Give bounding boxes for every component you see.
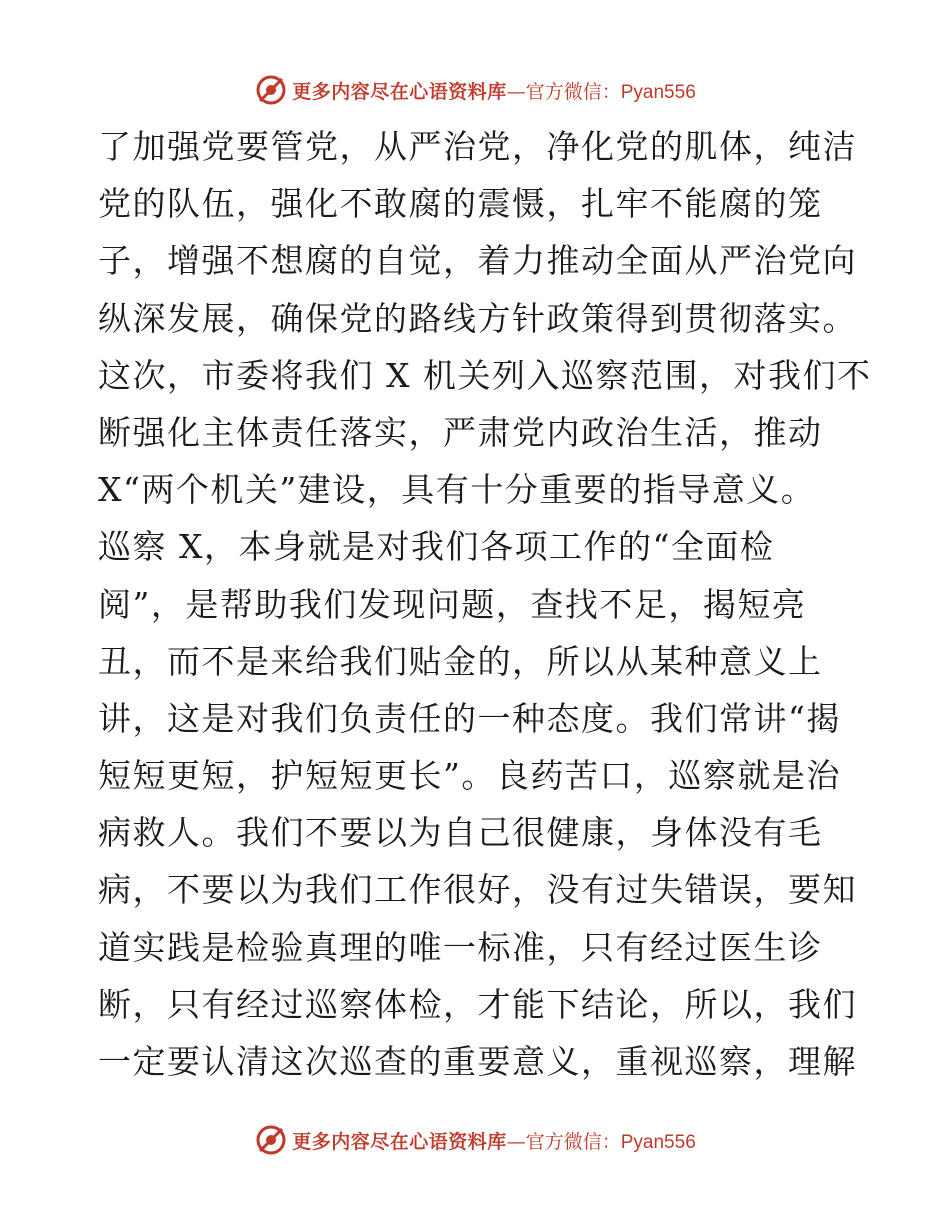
body-line: 病救人。我们不要以为自己很健康，身体没有毛 xyxy=(98,813,823,853)
footer-banner-separator: — xyxy=(506,1130,526,1153)
body-line: 讲，这是对我们负责任的一种态度。我们常讲“揭 xyxy=(98,698,841,738)
header-banner-main: 更多内容尽在心语资料库 xyxy=(292,80,507,103)
footer-banner-wechat-label: 官方微信： xyxy=(525,1130,621,1153)
body-line: 纵深发展，确保党的路线方针政策得到贯彻落实。 xyxy=(98,298,857,338)
body-line: 阅”，是帮助我们发现问题，查找不足，揭短亮 xyxy=(98,584,807,624)
header-watermark xyxy=(0,70,950,110)
header-banner-separator: — xyxy=(506,80,526,103)
footer-banner-main: 更多内容尽在心语资料库 xyxy=(292,1130,507,1153)
body-line: 了加强党要管党，从严治党，净化党的肌体，纯洁 xyxy=(98,127,857,166)
body-line: 断强化主体责任落实，严肃党内政治生活，推动 xyxy=(98,412,823,452)
body-line: 短短更短，护短短更长”。良药苦口，巡察就是治 xyxy=(98,756,841,796)
body-line: X“两个机关”建设，具有十分重要的指导意义。 xyxy=(98,470,816,510)
footer-watermark xyxy=(0,1120,950,1160)
body-line: 丑，而不是来给我们贴金的，所以从某种意义上 xyxy=(98,641,823,681)
document-body xyxy=(98,118,872,1108)
header-banner-wechat-label: 官方微信： xyxy=(525,80,621,103)
body-line: 子，增强不想腐的自觉，着力推动全面从严治党向 xyxy=(98,241,857,281)
body-line: 病，不要以为我们工作很好，没有过失错误，要知 xyxy=(98,870,857,910)
body-line: 这次，市委将我们 X 机关列入巡察范围，对我们不 xyxy=(98,355,872,395)
logo-icon xyxy=(254,1123,288,1157)
body-line: 断，只有经过巡察体检，才能下结论，所以，我们 xyxy=(98,984,857,1024)
header-banner-wechat-id: Pyan556 xyxy=(620,81,696,103)
body-line: 道实践是检验真理的唯一标准，只有经过医生诊 xyxy=(98,927,823,967)
logo-icon xyxy=(254,73,288,107)
footer-banner-wechat-id: Pyan556 xyxy=(620,1131,696,1153)
body-line: 一定要认清这次巡查的重要意义，重视巡察，理解 xyxy=(98,1042,857,1081)
body-line: 党的队伍，强化不敢腐的震慑，扎牢不能腐的笼 xyxy=(98,184,823,224)
body-line: 巡察 X，本身就是对我们各项工作的“全面检 xyxy=(98,527,775,567)
